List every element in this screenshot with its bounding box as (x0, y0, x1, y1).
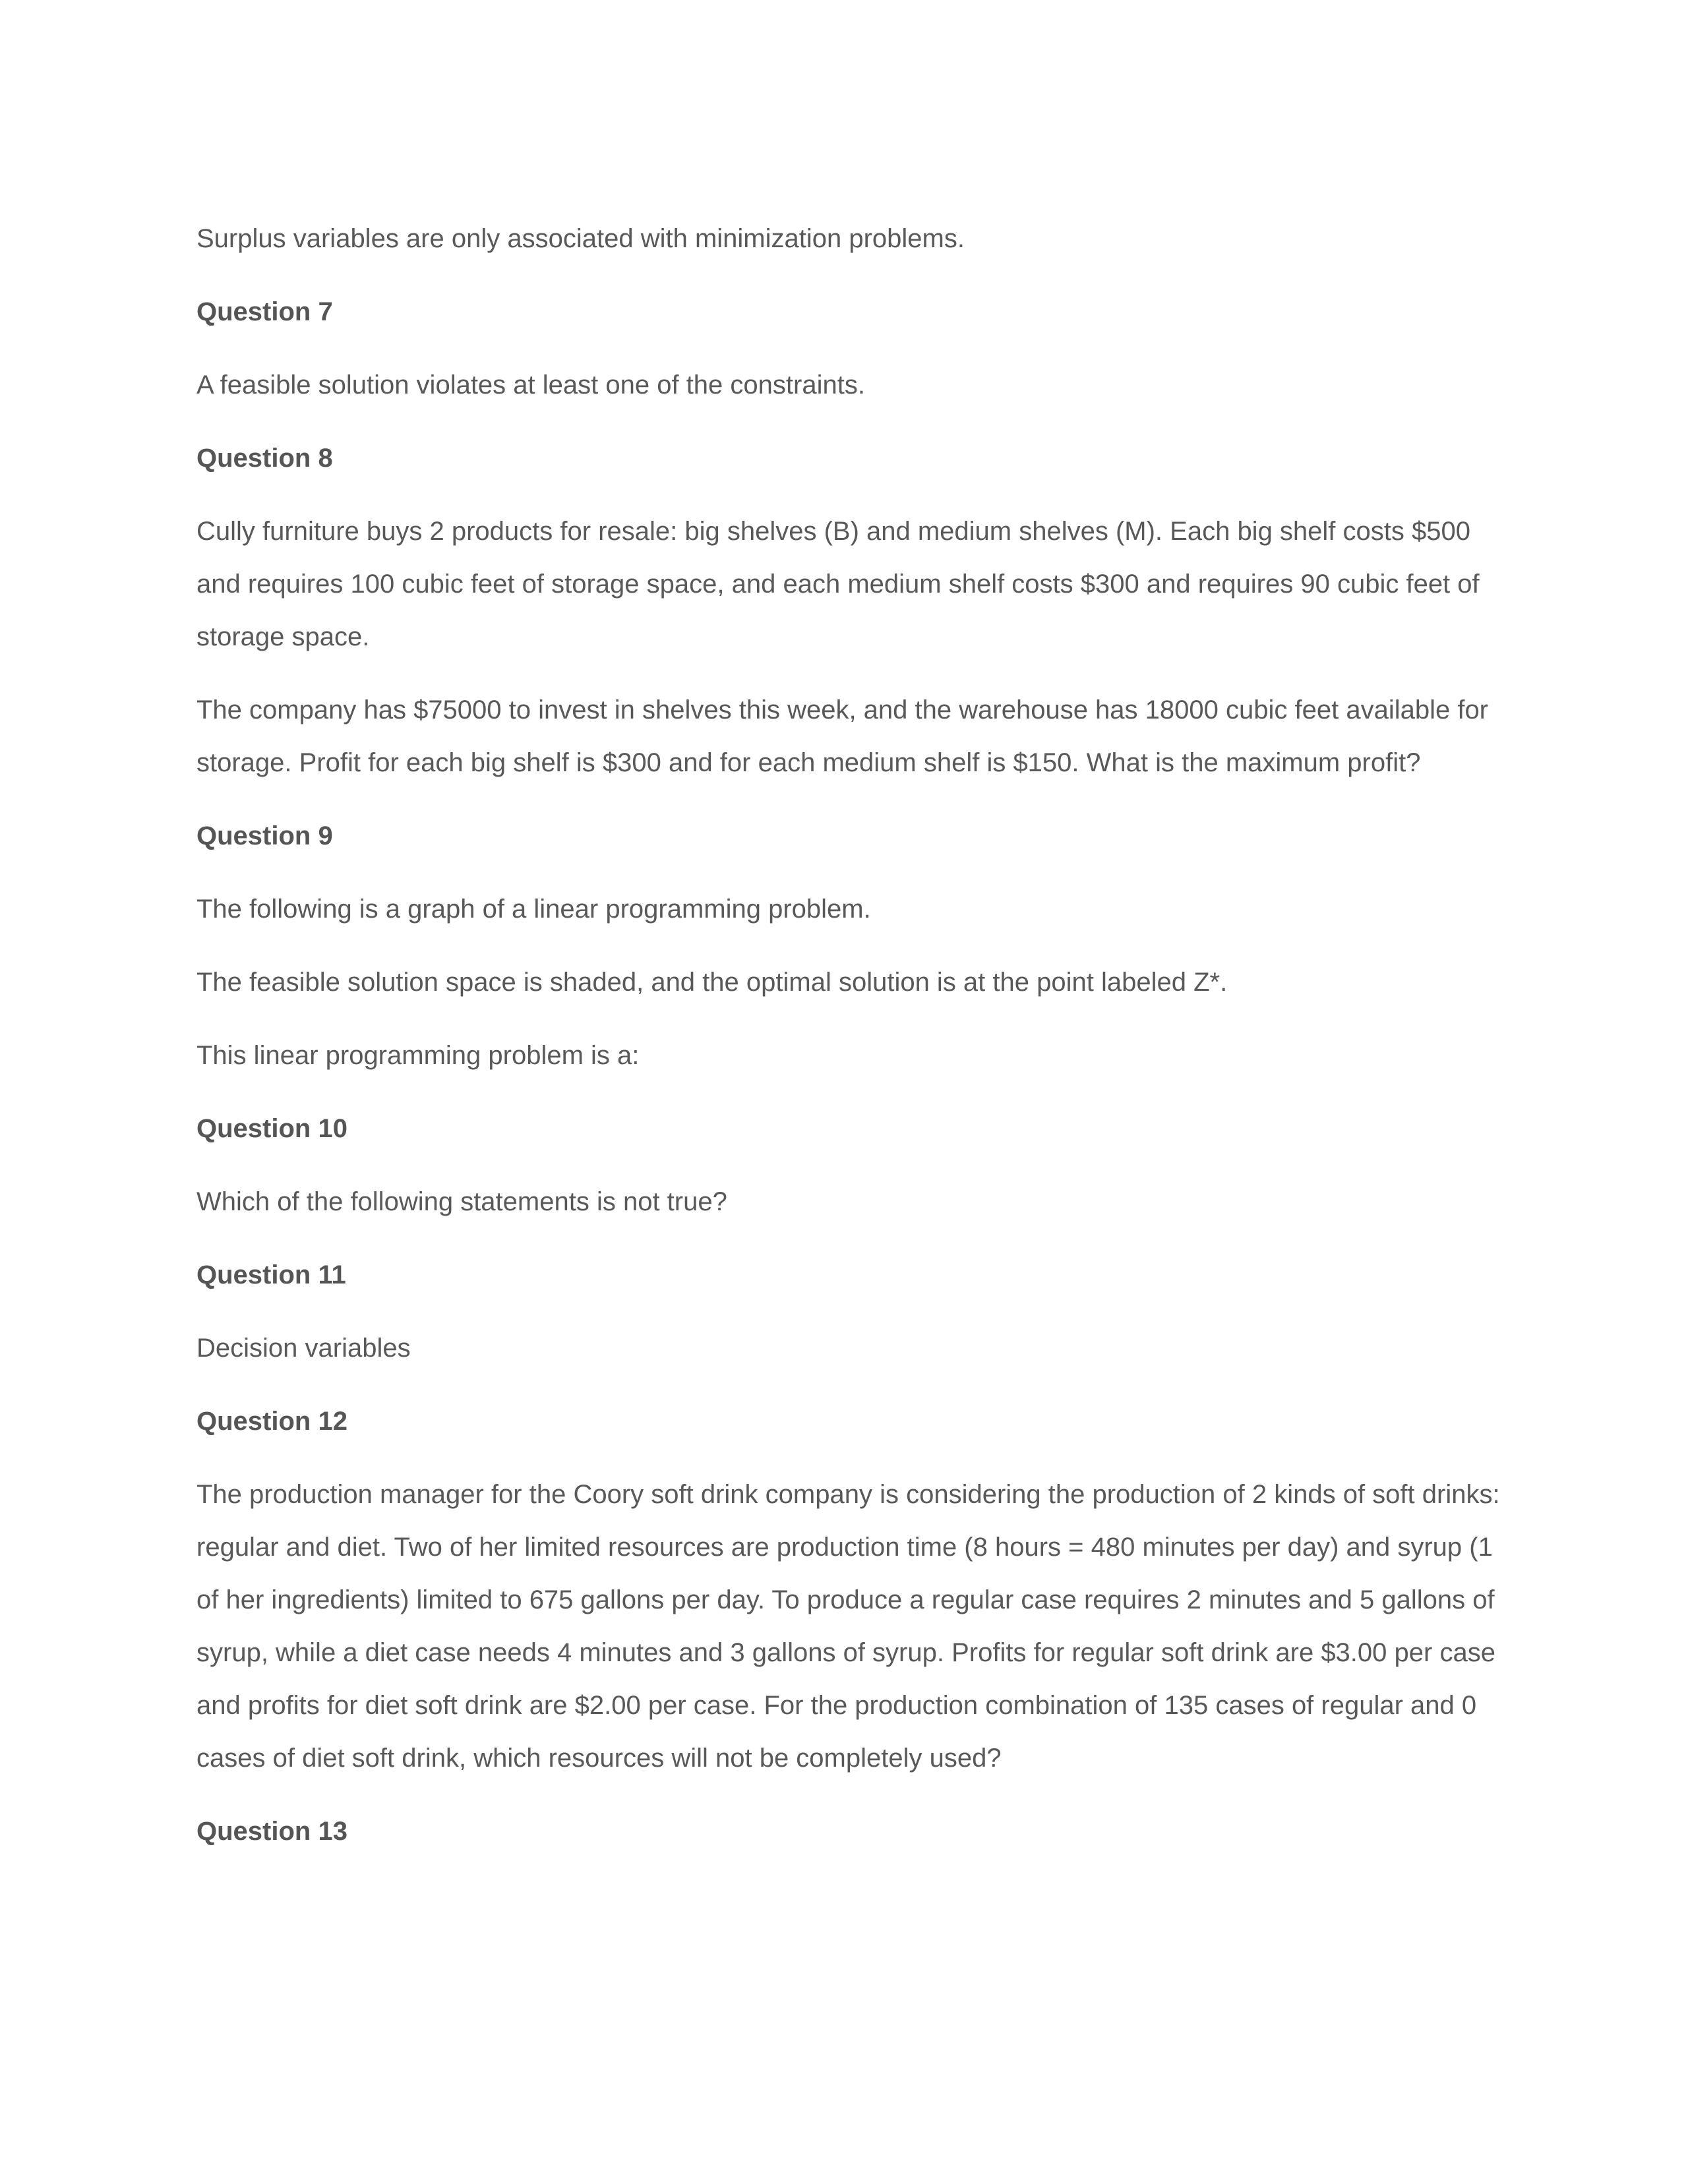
heading-question-12: Question 12 (196, 1407, 347, 1436)
paragraph-feasible-solution: A feasible solution violates at least one of the constraints. (196, 370, 865, 399)
paragraph-company-investment: The company has $75000 to invest in shelves this week, and the warehouse has 18000 cubic feet available for storage. Profit for each big shelf is $300 and for each medium shelf is $150. What is the maximum profit? (196, 695, 1489, 777)
paragraph-feasible-space: The feasible solution space is shaded, and the optimal solution is at the point labeled Z*. (196, 968, 1228, 997)
heading-question-13: Question 13 (196, 1817, 347, 1846)
heading-question-10: Question 10 (196, 1114, 347, 1143)
paragraph-not-true: Which of the following statements is not true? (196, 1187, 727, 1216)
paragraph-decision-variables: Decision variables (196, 1334, 411, 1363)
heading-question-8: Question 8 (196, 444, 333, 473)
heading-question-7: Question 7 (196, 297, 333, 326)
paragraph-surplus-variables: Surplus variables are only associated with minimization problems. (196, 224, 965, 253)
paragraph-cully-furniture: Cully furniture buys 2 products for resale: big shelves (B) and medium shelves (M). Each big shelf costs $500 and requires 100 cubic feet of storage space, and each medium shelf costs $300 and requires 90 cubic feet of storage space. (196, 517, 1480, 651)
document-content (196, 212, 1502, 1878)
paragraph-graph-intro: The following is a graph of a linear programming problem. (196, 895, 871, 924)
heading-question-11: Question 11 (196, 1260, 346, 1289)
heading-question-9: Question 9 (196, 821, 333, 850)
paragraph-problem-is-a: This linear programming problem is a: (196, 1041, 640, 1070)
paragraph-coory-soft-drink: The production manager for the Coory soft drink company is considering the production of 2 kinds of soft drinks: regular and diet. Two of her limited resources are production time (8 hours = 480 minutes per day) and syrup (1 of her ingredients) limited to 675 gallons per day. To produce a regular case requires 2 minutes and 5 gallons of syrup, while a diet case needs 4 minutes and 3 gallons of syrup. Profits for regular soft drink are $3.00 per case and profits for diet soft drink are $2.00 per case. For the production combination of 135 cases of regular and 0 cases of diet soft drink, which resources will not be completely used? (196, 1480, 1500, 1773)
